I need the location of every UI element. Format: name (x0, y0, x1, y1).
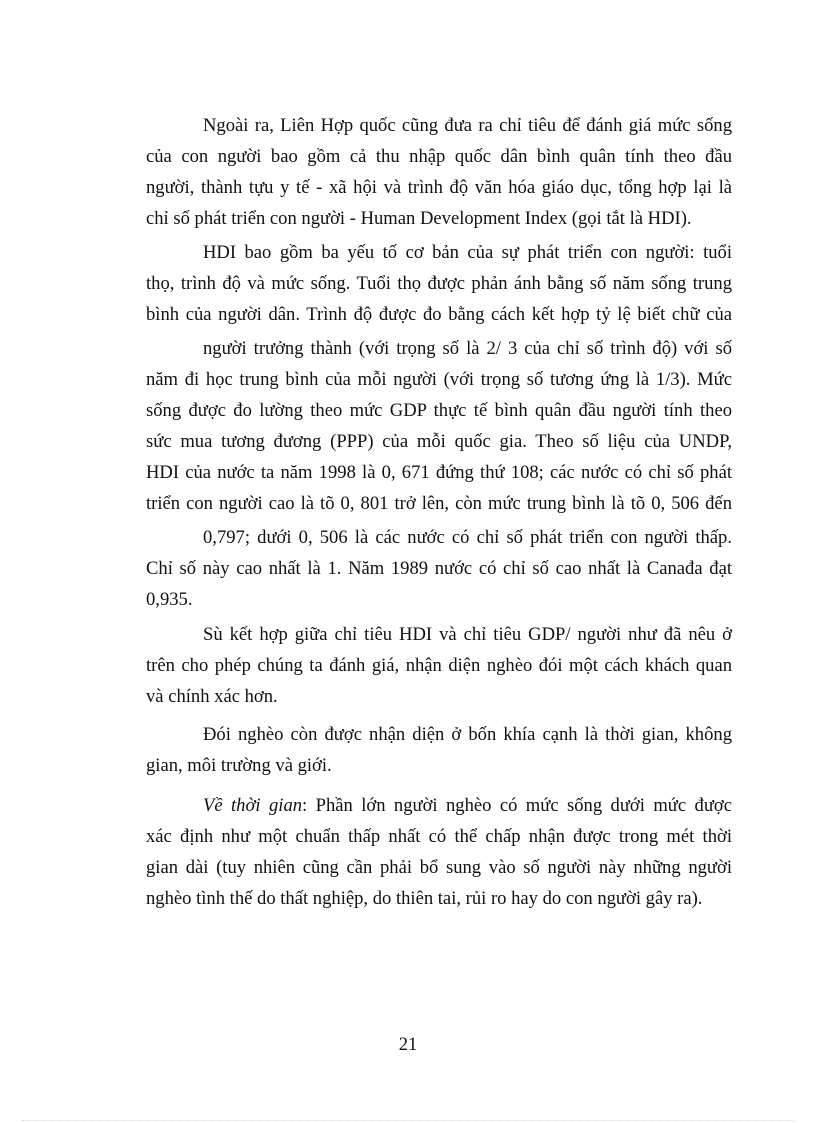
text-line: 0,935. (146, 589, 193, 610)
paragraph-hdi-thresholds (146, 522, 732, 615)
page-number: 21 (398, 1034, 418, 1055)
text-span: : Phần lớn người nghèo có mức sống dưới mức được (302, 795, 732, 816)
text-line: HDI của nước ta năm 1998 là 0, 671 đứng thứ 108; các nước có chỉ số phát (146, 462, 732, 483)
paragraph-hdi-components (146, 237, 732, 330)
text-line: gian, môi trường và giới. (146, 755, 332, 776)
text-line: Chỉ số này cao nhất là 1. Năm 1989 nước có chỉ số cao nhất là Canađa đạt (146, 558, 732, 579)
text-line: HDI bao gồm ba yếu tố cơ bản của sự phát triển con người: tuổi (203, 242, 732, 263)
text-line: trên cho phép chúng ta đánh giá, nhận diện nghèo đói một cách khách quan (146, 655, 732, 676)
italic-heading: Về thời gian (203, 795, 303, 816)
text-line: Ngoài ra, Liên Hợp quốc cũng đưa ra chỉ tiêu để đánh giá mức sống (203, 115, 732, 136)
text-line: năm đi học trung bình của mỗi người (với trọng số tương ứng là 1/3). Mức (146, 369, 732, 390)
text-line: của con người bao gồm cả thu nhập quốc dân bình quân tính theo đầu (146, 146, 732, 167)
paragraph-time-dimension (146, 790, 732, 914)
text-line: chỉ số phát triển con người - Human Development Index (gọi tắt là HDI). (146, 208, 692, 229)
text-line: sống được đo lường theo mức GDP thực tế bình quân đầu người tính theo (146, 400, 732, 421)
paragraph-un-hdi-intro (146, 110, 732, 234)
text-line: 0,797; dưới 0, 506 là các nước có chỉ số phát triển con người thấp. (203, 527, 732, 548)
text-line: xác định như một chuẩn thấp nhất có thể chấp nhận được trong mét thời (146, 826, 732, 847)
page-bottom-divider (22, 1120, 794, 1121)
paragraph-poverty-aspects (146, 719, 732, 781)
text-line: gian dài (tuy nhiên cũng cần phải bổ sung vào số người này những người (146, 857, 732, 878)
text-line: bình của người dân. Trình độ được đo bằng cách kết hợp tỷ lệ biết chữ của (146, 304, 732, 325)
paragraph-hdi-measurement (146, 333, 732, 519)
text-line (146, 790, 732, 821)
text-line: và chính xác hơn. (146, 686, 278, 707)
text-line: sức mua tương đương (PPP) của mỗi quốc gia. Theo số liệu của UNDP, (146, 431, 732, 452)
text-line: thọ, trình độ và mức sống. Tuổi thọ được phản ánh bằng số năm sống trung (146, 273, 732, 294)
paragraph-hdi-gdp-combination (146, 619, 732, 712)
text-line: Sù kết hợp giữa chỉ tiêu HDI và chỉ tiêu GDP/ người như đã nêu ở (203, 624, 732, 645)
text-line: Đói nghèo còn được nhận diện ở bốn khía cạnh là thời gian, không (203, 724, 732, 745)
text-line: người trưởng thành (với trọng số là 2/ 3 của chỉ số trình độ) với số (203, 338, 732, 359)
text-line: triển con người cao là tõ 0, 801 trở lên, còn mức trung bình là tõ 0, 506 đến (146, 493, 732, 514)
text-line: người, thành tựu y tế - xã hội và trình độ văn hóa giáo dục, tổng hợp lại là (146, 177, 732, 198)
text-line: nghèo tình thế do thất nghiệp, do thiên tai, rủi ro hay do con người gây ra). (146, 888, 703, 909)
